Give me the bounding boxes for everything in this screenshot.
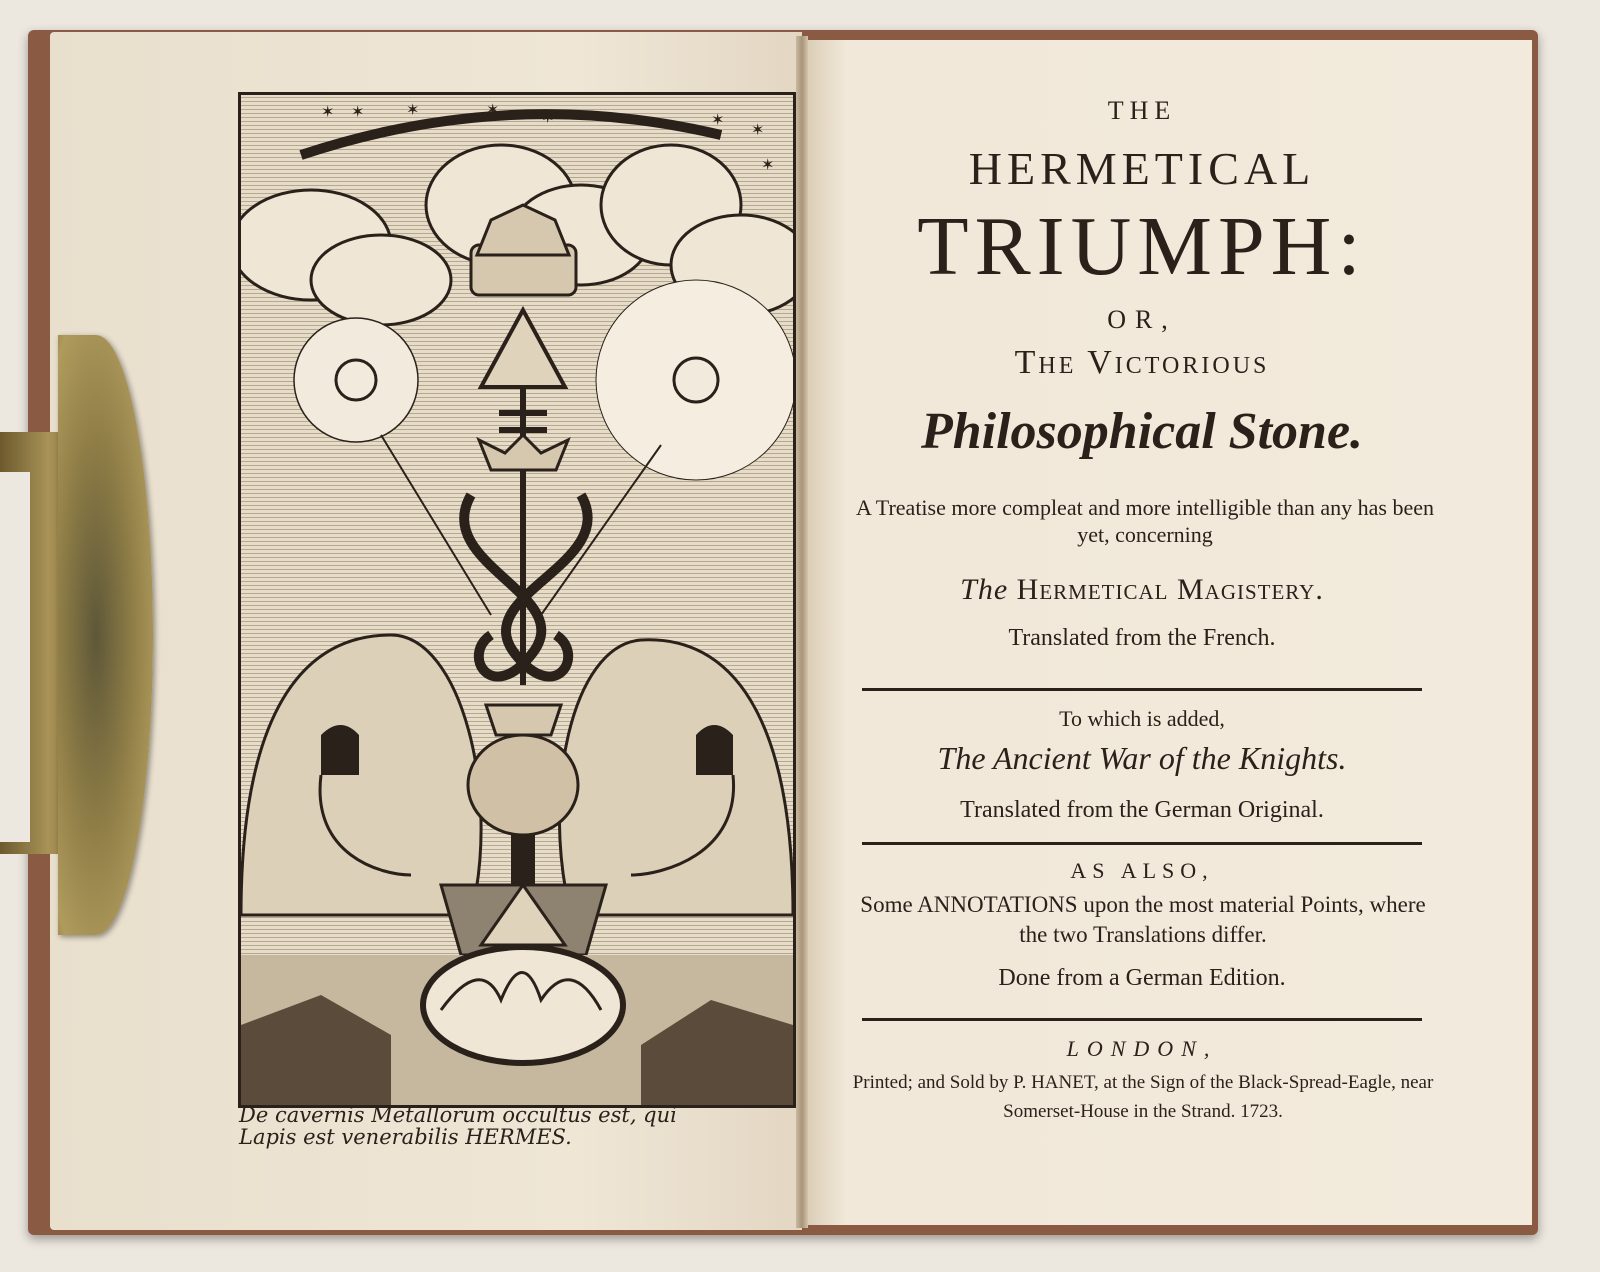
triangle	[481, 310, 565, 387]
caption-line-1: De cavernis Metallorum occultus est, qui	[239, 1103, 677, 1127]
divider-rule-1	[862, 688, 1422, 691]
title-the: THE	[1107, 96, 1177, 125]
engraving-illustration	[241, 95, 793, 1105]
done-from-german-edition: Done from a German Edition.	[998, 965, 1286, 991]
title-philosophical-stone: Philosophical Stone.	[920, 403, 1364, 460]
frontispiece-engraving	[238, 92, 796, 1108]
imprint-printed: Printed; and Sold by P. HANET, at the Sign of the Black-Spread-Eagle, near Somerset-House in the Strand. 1723.	[852, 1072, 1434, 1122]
engraving-caption	[235, 1104, 799, 1148]
imprint-london: LONDON,	[1066, 1036, 1218, 1061]
fire-pit	[423, 947, 623, 1063]
svg-text:✶: ✶	[711, 110, 725, 129]
caption-line-2: Lapis est venerabilis HERMES.	[239, 1125, 572, 1149]
svg-text:✶: ✶	[351, 102, 365, 121]
book-gutter	[796, 36, 808, 1228]
translated-from-german: Translated from the German Original.	[960, 797, 1324, 823]
sun-glyph	[596, 280, 793, 480]
to-which-added: To which is added,	[1059, 706, 1225, 731]
middle-crown	[479, 435, 568, 470]
translated-from-french: Translated from the French.	[1008, 625, 1276, 651]
svg-text:✶: ✶	[751, 120, 765, 139]
title-victorious: The Victorious	[1014, 344, 1270, 381]
as-also: AS ALSO,	[1070, 858, 1214, 883]
treatise-description: A Treatise more compleat and more intelligible than any has been yet, concerning	[856, 495, 1434, 547]
title-or: OR,	[1107, 305, 1177, 334]
svg-text:✶: ✶	[541, 108, 555, 127]
clasp-notch	[0, 472, 30, 842]
hermetical-magistery	[842, 573, 1442, 607]
divider-rule-3	[862, 1018, 1422, 1021]
svg-text:✶: ✶	[761, 155, 775, 174]
annotations-text: Some ANNOTATIONS upon the most material Points, where the two Translations differ.	[860, 892, 1426, 947]
title-triumph: TRIUMPH:	[917, 200, 1367, 293]
magistery-text: Hermetical Magistery.	[1016, 573, 1324, 606]
divider-rule-2	[862, 842, 1422, 845]
moon-glyph	[294, 318, 418, 442]
magistery-prefix: The	[960, 573, 1009, 606]
ancient-war-title: The Ancient War of the Knights.	[937, 740, 1347, 776]
title-hermetical: HERMETICAL	[968, 143, 1316, 194]
svg-text:✶: ✶	[321, 102, 335, 121]
svg-text:✶: ✶	[486, 100, 500, 119]
svg-text:✶: ✶	[406, 100, 420, 119]
